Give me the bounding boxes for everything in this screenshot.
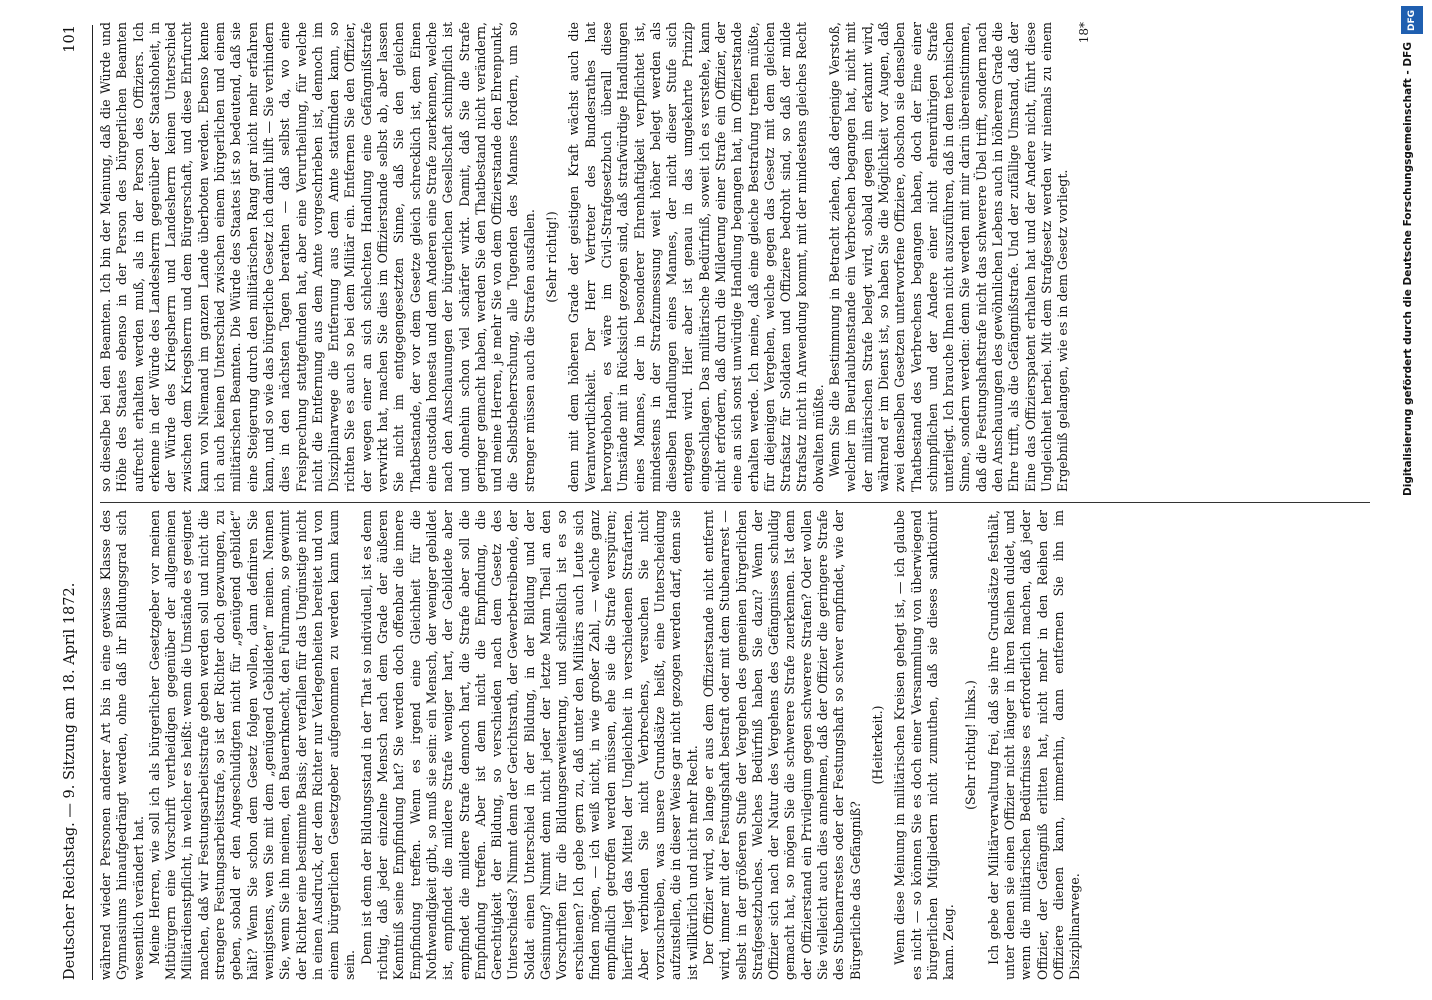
paragraph: denn mit dem höheren Grade der geistigen Kraft wächst auch die Verantwortlichkeit. Der Herr Vertreter des Bundesrathes hat hervorgehoben, es wäre im Civil-Strafgesetzbuch überall diese Umstände mit in Rücksicht gezogen sind, daß strafwürdige Handlungen eines Mannes, der in besonderer Ehrenhaftigkeit verpflichtet ist, mindestens in der Strafzumessung weit höher belegt werden als dieselben Handlungen eines Mannes, der nicht dieser Stufe sich entgegen wird. Hier aber ist genau in das umgekehrte Prinzip eingeschlagen. Das militärische Bedürfniß, soweit ich es verstehe, kann nicht erfordern, daß durch die Milderung einer Strafe ein Offizier, der eine an sich sonst unwürdige Handlung begangen hat, im Offizierstande erhalten werde. Ich meine, daß eine gleiche Bestrafung treffen müßte, für diejenigen Vergehen, welche gegen das Gesetz mit dem gleichen Strafsatz für Soldaten und Offiziere bedroht sind, so daß der milde Strafsatz nicht in Anwendung kommt, mit der mindestens gleiches Recht obwalten müßte. bbox=[566, 22, 826, 492]
right-column bbox=[98, 22, 1373, 492]
sheet-signature: 18* bbox=[1076, 22, 1091, 44]
dfg-logo-icon: DFG bbox=[1401, 6, 1423, 34]
paragraph: Der Offizier wird, so lange er aus dem Offizierstande nicht entfernt wird, immer mit der Festungshaft bestraft oder mit dem Stubenarrest — selbst in der größeren Stufe der Vergehen des gemeinen bürgerlichen Strafgesetzbuches. Welches Bedürfniß haben Sie dazu? Wenn der Offizier sich nach der Natur des Vergehens des Gefängnisses schuldig gemacht hat, so mögen Sie die schwerere Strafe zuerkennen. Ist denn der Offizierstand ein Privilegium gegen schwerere Strafen? Oder wollen Sie vielleicht auch dies annehmen, daß der Offizier die geringere Strafe des Stubenarrestes oder der Festungshaft so schwer empfindet, wie der Bürgerliche das Gefängniß? bbox=[700, 510, 863, 980]
digitization-banner bbox=[1398, 6, 1428, 981]
digitization-notice: Digitalisierung gefördert durch die Deutsche Forschungsgemeinschaft - DFG bbox=[1402, 42, 1414, 496]
paragraph: Ich gebe der Militärverwaltung frei, daß sie ihre Grundsätze festhält, unter denen sie einen Offizier nicht länger in ihren Reihen duldet, und wenn die militärischen Bedürfnisse es erforderlich machen, daß jeder Offizier, der Gefängniß erlitten hat, nicht mehr in den Reihen der Offiziere dienen kann, immerhin, dann entfernen Sie ihn im Disziplinarwege. bbox=[985, 510, 1083, 980]
paragraph: Meine Herren, wie soll ich als bürgerlicher Gesetzgeber vor meinen Mitbürgern eine Vorschrift vertheidigen gegenüber der allgemeinen Militärdienstpflicht, in welcher es heißt: wenn die Umstände es geeignet machen, daß wir Festungsarbeitsstrafe geben werden soll und nicht die strengere Festungsarbeitsstrafe, so ist der Richter doch gezwungen, zu geben, sobald er den Angeschuldigten nicht für „genügend gebildet“ hält? Wenn Sie schon dem Gesetz folgen wollen, dann definiren Sie wenigstens, wen Sie mit dem „genügend Gebildeten“ meinen. Nennen Sie, wenn Sie ihn meinen, den Bauernknecht, den Fuhrmann, so gewinnt der Richter eine bestimmte Basis; der verfallen für das Ungünstige nicht in einen Ausdruck, der dem Richter nur Verlegenheiten bereitet und von einem bürgerlichen Gesetzgeber aufgenommen zu werden kann kaum sein. bbox=[146, 510, 358, 980]
column-divider bbox=[100, 502, 1370, 503]
paragraph: Denn ist denn der Bildungsstand in der That so individuell, ist es denn richtig, daß jeder einzelne Mensch nach dem Grade der äußeren Kenntniß seine Empfindung hat? Sie werden doch offenbar die innere Empfindung treffen. Wenn es irgend eine Gleichheit für die Nothwendigkeit gibt, so muß sie sein: ein Mensch, der weniger gebildet ist, empfindet die mildere Strafe weniger hart, der Gebildete aber empfindet die mildere Strafe dennoch hart, die Strafe aber soll die Empfindung treffen. Aber ist denn nicht die Empfindung, die Gerechtigkeit der Bildung, so verschieden nach dem Gesetz des Unterschieds? Nimmt denn der Gerichtsrath, der Gewerbetreibende, der Soldat einen Unterschied in der Bildung, in der Bildung und der Gesinnung? Nimmt denn nicht jeder der letzte Mann Theil an den Vorschriften für die Bildungserweiterung, und schließlich ist es so erschienen? Ich gebe gern zu, daß unter den Militärs auch Leute sich finden mögen, — ich weiß nicht, in wie großer Zahl, — welche ganz empfindlich getroffen werden müssen, ehe sie die Strafe verspüren; hierfür liegt das Mittel der Ungleichheit in verschiedenen Strafarten. Aber verbinden Sie nicht Verbrechens, versuchen Sie nicht vorzuschreiben, was unsere Grundsätze heißt, eine Unterscheidung aufzustellen, die in dieser Weise gar nicht gezogen werden darf, denn sie ist willkürlich und nicht mehr Recht. bbox=[358, 510, 700, 980]
left-column bbox=[98, 510, 1373, 980]
interjection-note: (Sehr richtig! links.) bbox=[963, 680, 979, 810]
interjection-note: (Sehr richtig!) bbox=[544, 211, 560, 303]
paragraph: während wieder Personen anderer Art bis in eine gewisse Klasse des Gymnasiums hinaufgedrängt werden, ohne daß ihr Bildungsgrad sich wesentlich verändert hat. bbox=[98, 510, 146, 980]
paragraph: so dieselbe bei den Beamten. Ich bin der Meinung, daß die Würde und Höhe des Staates ebenso in der Person des bürgerlichen Beamten aufrecht erhalten werden muß, als in der Person des Offiziers. Ich erkenne in der Würde des Landesherrn gegenüber der Staatshoheit, in der Würde des Kriegsherrn und Landesherrn keinen Unterschied zwischen dem Kriegsherrn und dem Bürgerschaft, und diese Ehrfurcht kann von Niemand im ganzen Lande überboten werden. Ebenso kenne ich auch keinen Unterschied zwischen einem bürgerlichen und einem militärischen Beamten. Die Würde des Staates ist so bedeutend, daß sie eine Steigerung durch den militärischen Rang gar nicht mehr erfahren kann, und so wie das bürgerliche Gesetz ich damit hilft — Sie verhindern dies in den nächsten Tagen berathen — daß selbst da, wo eine Freisprechung stattgefunden hat, aber eine Verurtheilung, für welche nicht die Entfernung aus dem Amte vorgeschrieben ist, dennoch im Disziplinarwege die Entfernung aus dem Amte stattfinden kann, so richten Sie es auch so bei dem Militär ein. Entfernen Sie den Offizier, der wegen einer an sich schlechten Handlung eine Gefängnißstrafe verwirkt hat, machen Sie dies im Offizierstande selbst ab, aber lassen Sie nicht im entgegengesetzten Sinne, daß Sie den gleichen Thatbestande, der vor dem Gesetze gleich schrecklich ist, dem Einen eine custodia honesta und dem Anderen eine Strafe zuerkennen, welche nach den Anschauungen der bürgerlichen Gesellschaft schimpflich ist und ohnehin schon viel schärfer wirkt. Damit, daß Sie die Strafe geringer gemacht haben, werden Sie den Thatbestand nicht verändern, und meine Herren, je mehr Sie von dem Offizierstande den Ehrenpunkt, die Selbstbeherrschung, alle Tugenden des Mannes fordern, um so strenger müssen auch die Strafen ausfallen. bbox=[98, 22, 537, 492]
interjection-note: (Heiterkeit.) bbox=[869, 705, 885, 785]
running-header: Deutscher Reichstag. — 9. Sitzung am 18. April 1872. bbox=[62, 582, 78, 980]
paragraph: Wenn Sie die Bestimmung in Betracht ziehen, daß derjenige Verstoß, welcher im Beurlaubtenstande ein Verbrechen begangen hat, nicht mit der militärischen Strafe belegt wird, sobald gegen ihn erkannt wird, während er im Dienst ist, so haben Sie die Möglichkeit vor Augen, daß zwei denselben Gesetzen unterworfene Offiziere, obschon sie denselben Thatbestand des Verbrechens begangen haben, doch der Eine einer schimpflichen und der Andere einer nicht ehrenrührigen Strafe unterliegt. Ich brauche Ihnen nicht auszuführen, daß in dem technischen Sinne, sondern werden: denn Sie werden mit mir darin übereinstimmen, daß die Festungshaftstrafe nicht das schwerere Übel trifft, sondern nach den Anschauungen des gewöhnlichen Lebens auch in höherem Grade die Ehre trifft, als die Gefängnißstrafe. Und der zufällige Umstand, daß der Eine das Offizierspatent erhalten hat und der Andere nicht, führt diese Ungleichheit herbei. Mit dem Strafgesetz werden wir niemals zu einem Ergebniß gelangen, wie es in dem Gesetz vorliegt. bbox=[827, 22, 1071, 492]
header-rule bbox=[92, 25, 93, 980]
page-number: 101 bbox=[62, 25, 78, 53]
paragraph: Wenn diese Meinung in militärischen Kreisen gehegt ist, — ich glaube es nicht — so können Sie es doch einer Versammlung von überwiegend bürgerlichen Mitgliedern nicht zumuthen, daß sie dieses sanktionirt kann. Zeug. bbox=[892, 510, 957, 980]
